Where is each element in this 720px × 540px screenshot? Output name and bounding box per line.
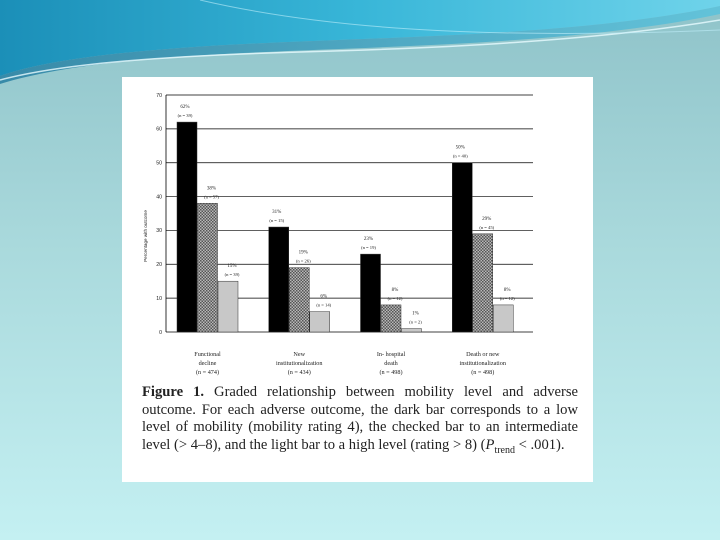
x-category-label: In- hospital bbox=[376, 351, 406, 358]
bar-low bbox=[361, 254, 381, 332]
bar-chart bbox=[122, 77, 593, 377]
bar-percent-label: 38% bbox=[206, 186, 217, 192]
bar-percent-label: 31% bbox=[272, 210, 282, 216]
bar-high bbox=[402, 329, 422, 332]
bar-low bbox=[269, 227, 289, 332]
bar-n-label: (n = 40) bbox=[452, 153, 468, 159]
figure-label: Figure 1. bbox=[142, 384, 205, 400]
bar-intermediate bbox=[381, 305, 401, 332]
bar-high bbox=[310, 312, 330, 332]
bar-percent-label: 6% bbox=[320, 294, 328, 300]
bar-n-label: (n = 12) bbox=[499, 295, 515, 301]
y-tick-label: 70 bbox=[156, 92, 162, 99]
x-category-label: (n = 498) bbox=[471, 369, 495, 376]
bar-percent-label: 62% bbox=[180, 105, 190, 111]
bar-n-label: (n = 14) bbox=[316, 302, 332, 308]
x-category-label: Functional bbox=[194, 351, 221, 358]
bar-n-label: (n = 45) bbox=[479, 224, 495, 230]
y-axis-label: Percentage with outcome bbox=[143, 210, 148, 262]
bar-intermediate bbox=[473, 234, 493, 332]
caption-text-b: < .001). bbox=[514, 436, 565, 453]
x-category-label: decline bbox=[198, 360, 217, 367]
bar-low bbox=[177, 122, 197, 332]
bar-n-label: (n = 26) bbox=[295, 258, 311, 264]
y-tick-label: 30 bbox=[156, 228, 162, 235]
x-category-label: (n = 474) bbox=[195, 369, 220, 376]
bar-high bbox=[218, 281, 238, 332]
figure-caption bbox=[142, 384, 578, 459]
x-category-label: (n = 434) bbox=[287, 369, 311, 376]
bar-intermediate bbox=[289, 268, 309, 332]
x-category-label: institutionalization bbox=[459, 360, 506, 367]
bar-percent-label: 29% bbox=[482, 216, 492, 222]
bar-n-label: (n = 39) bbox=[177, 113, 193, 119]
y-tick-label: 60 bbox=[156, 126, 162, 133]
bar-high bbox=[493, 305, 513, 332]
y-tick-label: 40 bbox=[156, 194, 162, 201]
bar-percent-label: 8% bbox=[503, 287, 511, 293]
bar-percent-label: 50% bbox=[455, 145, 465, 151]
bar-n-label: (n = 12) bbox=[387, 295, 403, 301]
bar-n-label: (n = 57) bbox=[204, 194, 219, 200]
caption-p-subscript: trend bbox=[494, 444, 515, 456]
bar-percent-label: 15% bbox=[227, 264, 237, 270]
bar-percent-label: 23% bbox=[363, 237, 374, 243]
bar-n-label: (n = 19) bbox=[361, 245, 376, 251]
x-category-label: New bbox=[293, 351, 306, 358]
bar-n-label: (n = 15) bbox=[269, 218, 285, 224]
x-category-label: (n = 498) bbox=[379, 369, 403, 376]
caption-text-a: Graded relationship between mobility level and adverse outcome. For each adverse outcome, the dark bar corresponds to a low level of mobility (mobility rating 4), the checked bar to an intermediate level (> 4–8), and the light bar to a high level (rating > 8) ( bbox=[142, 384, 578, 453]
y-tick-label: 50 bbox=[156, 160, 162, 167]
bar-percent-label: 8% bbox=[391, 287, 399, 293]
x-category-label: institutionalization bbox=[276, 360, 323, 367]
y-tick-label: 20 bbox=[156, 262, 162, 269]
bar-intermediate bbox=[198, 203, 218, 332]
caption-p-symbol: P bbox=[485, 436, 495, 453]
bar-percent-label: 1% bbox=[412, 311, 419, 317]
bar-n-label: (n = 2) bbox=[409, 319, 422, 325]
bar-n-label: (n = 39) bbox=[224, 272, 240, 278]
x-category-label: death bbox=[384, 360, 398, 367]
bar-low bbox=[452, 163, 472, 332]
y-tick-label: 10 bbox=[156, 295, 162, 302]
x-category-label: Death or new bbox=[466, 351, 500, 358]
bar-percent-label: 19% bbox=[298, 250, 308, 256]
figure-slide bbox=[122, 77, 593, 482]
y-tick-label: 0 bbox=[159, 329, 162, 336]
